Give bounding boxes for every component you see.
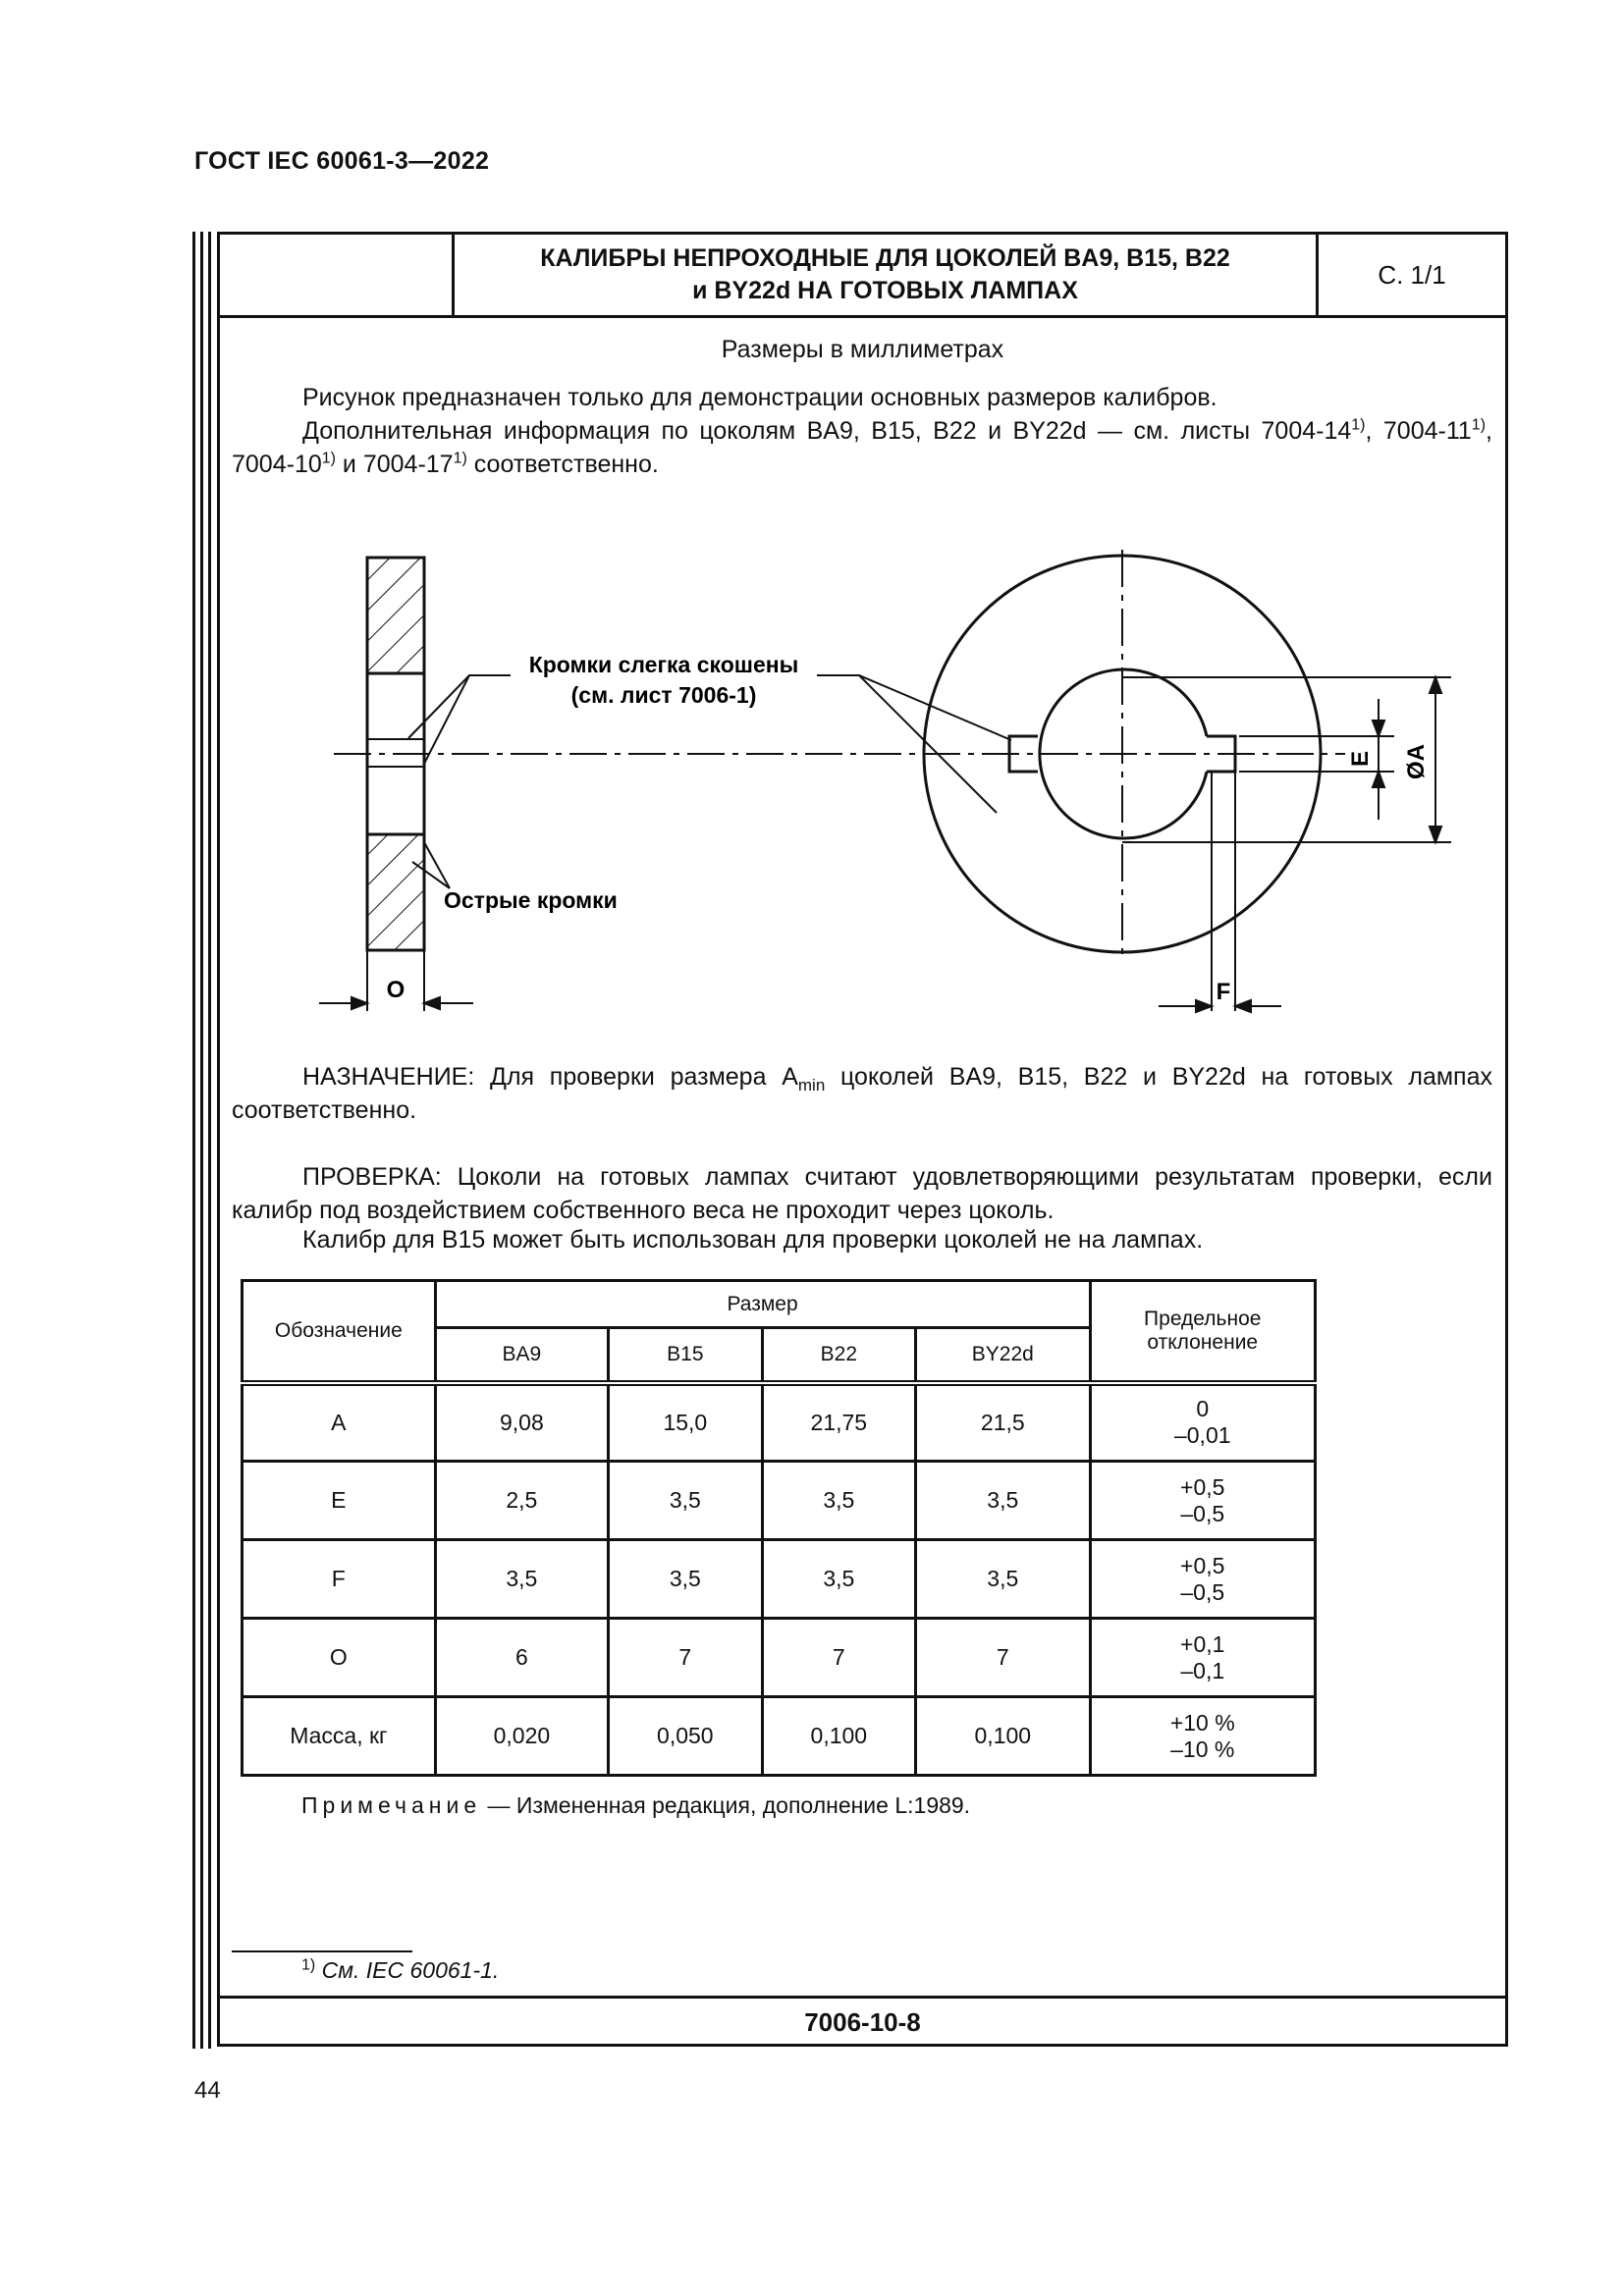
tolerance-minus: –0,1 [1180,1657,1225,1683]
footnote-ref: 1) [1471,416,1487,434]
table-cell: 9,08 [435,1383,608,1462]
tolerance-plus: 0 [1196,1396,1210,1422]
dimension-a [1122,677,1451,842]
tolerance-cell [1090,1383,1316,1462]
label-dim-o: O [386,977,406,1003]
tolerance-minus: –10 % [1170,1735,1235,1762]
subheader-cell: B22 [762,1328,916,1383]
subheader-cell: B15 [609,1328,763,1383]
footnote-ref: 1) [1351,416,1366,434]
table-cell: 3,5 [609,1462,763,1540]
tolerance-minus: –0,5 [1180,1500,1225,1526]
table-cell: 0,020 [435,1697,608,1776]
label-dim-a: ØA [1403,744,1430,779]
label-dim-e: E [1347,750,1374,768]
table-cell: 3,5 [609,1540,763,1619]
table-cell: 7 [916,1619,1090,1697]
note-label: Примечание [301,1792,482,1818]
note-text: — Измененная редакция, дополнение L:1989. [481,1792,971,1818]
footnote-ref: 1) [321,450,336,467]
table-cell: 3,5 [762,1540,916,1619]
intro-line-1: Рисунок предназначен только для демонстрации основных размеров калибров. [302,384,1217,411]
subheader-cell: BA9 [435,1328,608,1383]
header-tolerance: Предельное отклонение [1090,1281,1316,1383]
row-name: F [243,1540,436,1619]
intro-text: соответственно. [466,451,659,478]
tolerance-cell [1090,1462,1316,1540]
table-cell: 0,100 [916,1697,1090,1776]
table-note [301,1792,970,1819]
label-chamfered-edges: Кромки слегка скошены [528,652,799,677]
gauge-drawing [295,535,1473,1026]
sheet-title-line-2: и BY22d НА ГОТОВЫХ ЛАМПАХ [692,277,1078,304]
row-name: E [243,1462,436,1540]
dimensions-table [241,1279,1317,1777]
table-row [243,1697,1316,1776]
purpose-text: цоколей BA9, B15, B22 и BY22d на готовых лампах соответственно. [232,1063,1493,1124]
table-cell: 3,5 [435,1540,608,1619]
gauge-side-view [367,558,424,1011]
margin-line [192,232,195,2049]
sheet-number: С. 1/1 [1378,259,1446,290]
table-cell: 0,100 [762,1697,916,1776]
sheet-title-line-1: КАЛИБРЫ НЕПРОХОДНЫЕ ДЛЯ ЦОКОЛЕЙ BA9, B15, B22 [540,244,1230,272]
check-paragraph: ПРОВЕРКА: Цоколи на готовых лампах считают удовлетворяющими результатам проверки, если калибр под воздействием собственного веса не проходит через цоколь. [232,1163,1492,1224]
header-size: Размер [435,1281,1090,1328]
sheet-title [455,232,1316,318]
footnote-text: См. IEC 60061-1. [321,1957,500,1983]
footnote-mark: 1) [301,1956,316,1974]
tolerance-minus: –0,01 [1173,1422,1231,1449]
tolerance-plus: +10 % [1169,1709,1235,1735]
tolerance-cell [1090,1540,1316,1619]
table-cell: 7 [762,1619,916,1697]
label-chamfered-edges-ref: (см. лист 7006-1) [570,682,757,708]
table-cell: 7 [609,1619,763,1697]
subheader-cell: BY22d [916,1328,1090,1383]
table-cell: 21,5 [916,1383,1090,1462]
table-row [243,1540,1316,1619]
table-cell: 3,5 [916,1462,1090,1540]
footnote [301,1957,499,1984]
header-designation: Обозначение [243,1281,436,1383]
footnote-separator [232,1950,412,1952]
table-cell: 0,050 [609,1697,763,1776]
purpose-subscript: min [797,1076,826,1095]
row-name: Масса, кг [243,1697,436,1776]
intro-text: и 7004-17 [335,451,454,478]
purpose-text: НАЗНАЧЕНИЕ: Для проверки размера A [302,1063,798,1091]
tolerance-plus: +0,1 [1180,1630,1225,1657]
table-cell: 3,5 [762,1462,916,1540]
label-dim-f: F [1216,979,1231,1005]
table-cell: 15,0 [609,1383,763,1462]
table-row [243,1619,1316,1697]
sheet-id-row [217,1996,1508,2047]
tolerance-cell [1090,1697,1316,1776]
tolerance-minus: –0,5 [1180,1578,1225,1605]
table-cell: 6 [435,1619,608,1697]
tolerance-cell [1090,1619,1316,1697]
label-sharp-edges: Острые кромки [444,887,618,913]
intro-paragraph-2 [232,414,1492,481]
row-name: A [243,1383,436,1462]
check-paragraph-2: Калибр для B15 может быть использован для проверки цоколей не на лампах. [302,1226,1204,1254]
sheet-id: 7006-10-8 [804,2007,921,2037]
units-note: Размеры в миллиметрах [721,336,1004,363]
table-cell: 2,5 [435,1462,608,1540]
intro-text: , 7004-11 [1365,417,1472,445]
document-header: ГОСТ IEC 60061-3—2022 [194,147,490,175]
tolerance-plus: +0,5 [1180,1473,1225,1500]
tolerance-plus: +0,5 [1180,1552,1225,1578]
purpose-paragraph [232,1060,1492,1127]
table-cell: 21,75 [762,1383,916,1462]
intro-text: Дополнительная информация по цоколям BA9, B15, B22 и BY22d — см. листы 7004-14 [302,417,1352,445]
footnote-ref: 1) [453,450,467,467]
table-cell: 3,5 [916,1540,1090,1619]
margin-line [208,232,211,2049]
margin-line [200,232,203,2049]
page-number: 44 [194,2077,221,2104]
row-name: O [243,1619,436,1697]
table-row [243,1383,1316,1462]
intro-text: , 7004-10 [232,417,1492,478]
table-row [243,1462,1316,1540]
